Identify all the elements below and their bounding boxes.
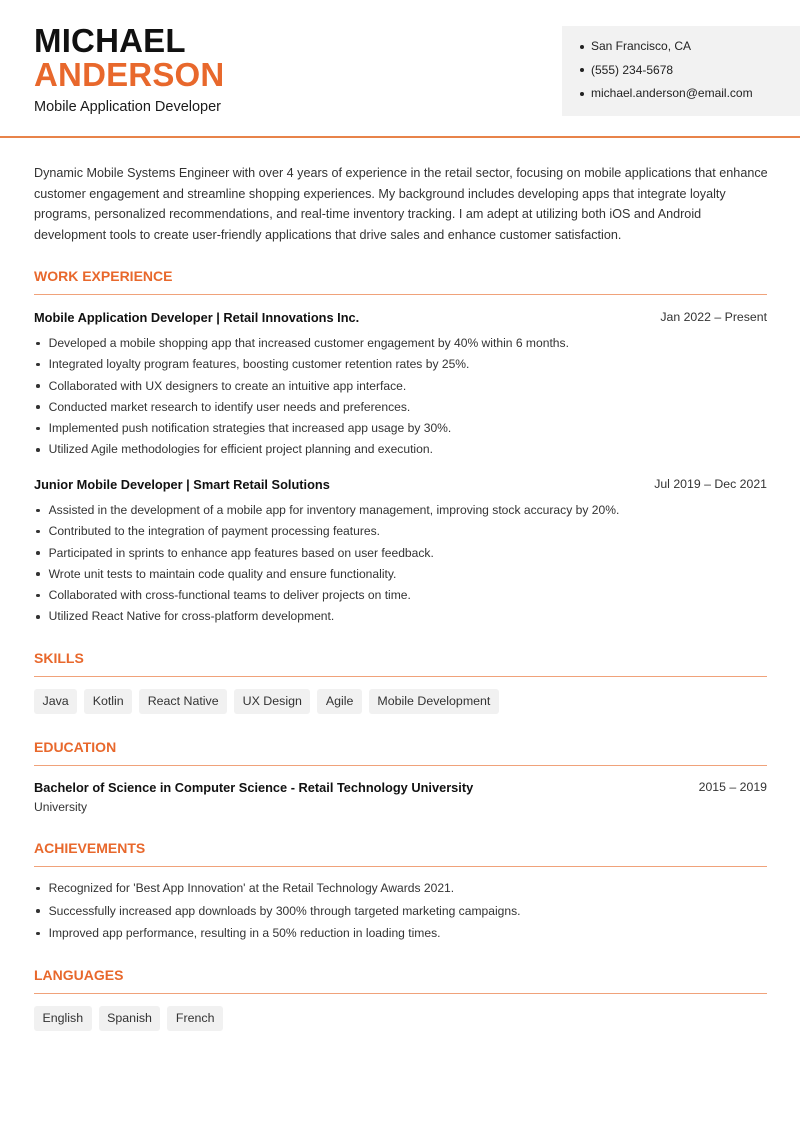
bullet-icon xyxy=(36,551,40,555)
job-title-2: Junior Mobile Developer | Smart Retail Solutions xyxy=(34,477,330,492)
list-item: Utilized Agile methodologies for efficient project planning and execution. xyxy=(34,442,774,463)
list-item: Collaborated with UX designers to create an intuitive app interface. xyxy=(34,379,774,400)
bullet-icon xyxy=(580,68,584,72)
summary: Dynamic Mobile Systems Engineer with over 4 years of experience in the retail sector, focusing on mobile applications that enhance customer engagement and streamline shopping experiences. My background includes developing apps that integrate loyalty programs, personalized recommendations, and real-time inventory tracking. I am adept at utilizing both iOS and Android development tools to create user-friendly applications that drive sales and enhance customer satisfaction. xyxy=(34,166,768,242)
job-bullets-1 xyxy=(34,336,774,464)
list-item: Utilized React Native for cross-platform development. xyxy=(34,609,774,630)
bullet-icon xyxy=(36,932,40,936)
bullet-icon xyxy=(36,384,40,388)
contact-email: michael.anderson@email.com xyxy=(580,85,753,109)
resume-header xyxy=(0,0,800,138)
contact-list xyxy=(580,38,753,109)
job-dates-2: Jul 2019 – Dec 2021 xyxy=(654,477,767,491)
bullet-icon xyxy=(36,448,40,452)
education-dates: 2015 – 2019 xyxy=(698,780,767,794)
job-dates-1: Jan 2022 – Present xyxy=(660,310,767,324)
contact-box xyxy=(562,26,800,116)
bullet-icon xyxy=(36,909,40,913)
languages-heading: LANGUAGES xyxy=(34,967,124,983)
achievements-list xyxy=(34,881,774,949)
section-divider xyxy=(34,993,767,994)
section-divider xyxy=(34,866,767,867)
skills-list xyxy=(34,689,499,714)
language-chip: English xyxy=(34,1006,92,1031)
bullet-icon xyxy=(36,405,40,409)
list-item: Conducted market research to identify user needs and preferences. xyxy=(34,400,774,421)
list-item: Implemented push notification strategies that increased app usage by 30%. xyxy=(34,421,774,442)
education-heading: EDUCATION xyxy=(34,739,117,755)
list-item: Collaborated with cross-functional teams to deliver projects on time. xyxy=(34,588,774,609)
list-item: Developed a mobile shopping app that increased customer engagement by 40% within 6 months. xyxy=(34,336,774,357)
bullet-icon xyxy=(36,427,40,431)
last-name: ANDERSON xyxy=(34,56,225,93)
skill-chip: Java xyxy=(34,689,77,714)
work-experience-heading: WORK EXPERIENCE xyxy=(34,268,173,284)
bullet-icon xyxy=(36,594,40,598)
skill-chip: Agile xyxy=(317,689,362,714)
bullet-icon xyxy=(36,342,40,346)
bullet-icon xyxy=(36,572,40,576)
skill-chip: Mobile Development xyxy=(369,689,499,714)
bullet-icon xyxy=(580,92,584,96)
list-item: Integrated loyalty program features, boosting customer retention rates by 25%. xyxy=(34,357,774,378)
list-item: Successfully increased app downloads by 300% through targeted marketing campaigns. xyxy=(34,904,774,927)
list-item: Assisted in the development of a mobile app for inventory management, improving stock accuracy by 20%. xyxy=(34,503,774,524)
list-item: Wrote unit tests to maintain code quality and ensure functionality. xyxy=(34,567,774,588)
section-divider xyxy=(34,294,767,295)
section-divider xyxy=(34,765,767,766)
bullet-icon xyxy=(36,887,40,891)
list-item: Improved app performance, resulting in a 50% reduction in loading times. xyxy=(34,926,774,949)
list-item: Contributed to the integration of payment processing features. xyxy=(34,524,774,545)
skills-heading: SKILLS xyxy=(34,650,84,666)
skill-chip: UX Design xyxy=(234,689,310,714)
job-title-1: Mobile Application Developer | Retail Innovations Inc. xyxy=(34,310,360,325)
job-title: Mobile Application Developer xyxy=(34,99,221,115)
languages-list xyxy=(34,1006,223,1031)
contact-phone: (555) 234-5678 xyxy=(580,62,753,86)
skill-chip: React Native xyxy=(139,689,227,714)
education-institution: University xyxy=(34,800,88,814)
bullet-icon xyxy=(36,615,40,619)
bullet-icon xyxy=(580,45,584,49)
language-chip: French xyxy=(167,1006,223,1031)
list-item: Recognized for 'Best App Innovation' at the Retail Technology Awards 2021. xyxy=(34,881,774,904)
skill-chip: Kotlin xyxy=(84,689,132,714)
list-item: Participated in sprints to enhance app features based on user feedback. xyxy=(34,546,774,567)
contact-location: San Francisco, CA xyxy=(580,38,753,62)
section-divider xyxy=(34,676,767,677)
achievements-heading: ACHIEVEMENTS xyxy=(34,840,146,856)
bullet-icon xyxy=(36,363,40,367)
education-degree: Bachelor of Science in Computer Science - Retail Technology University xyxy=(34,780,474,795)
bullet-icon xyxy=(36,530,40,534)
bullet-icon xyxy=(36,509,40,513)
language-chip: Spanish xyxy=(99,1006,161,1031)
job-bullets-2 xyxy=(34,503,774,631)
first-name: MICHAEL xyxy=(34,22,186,59)
